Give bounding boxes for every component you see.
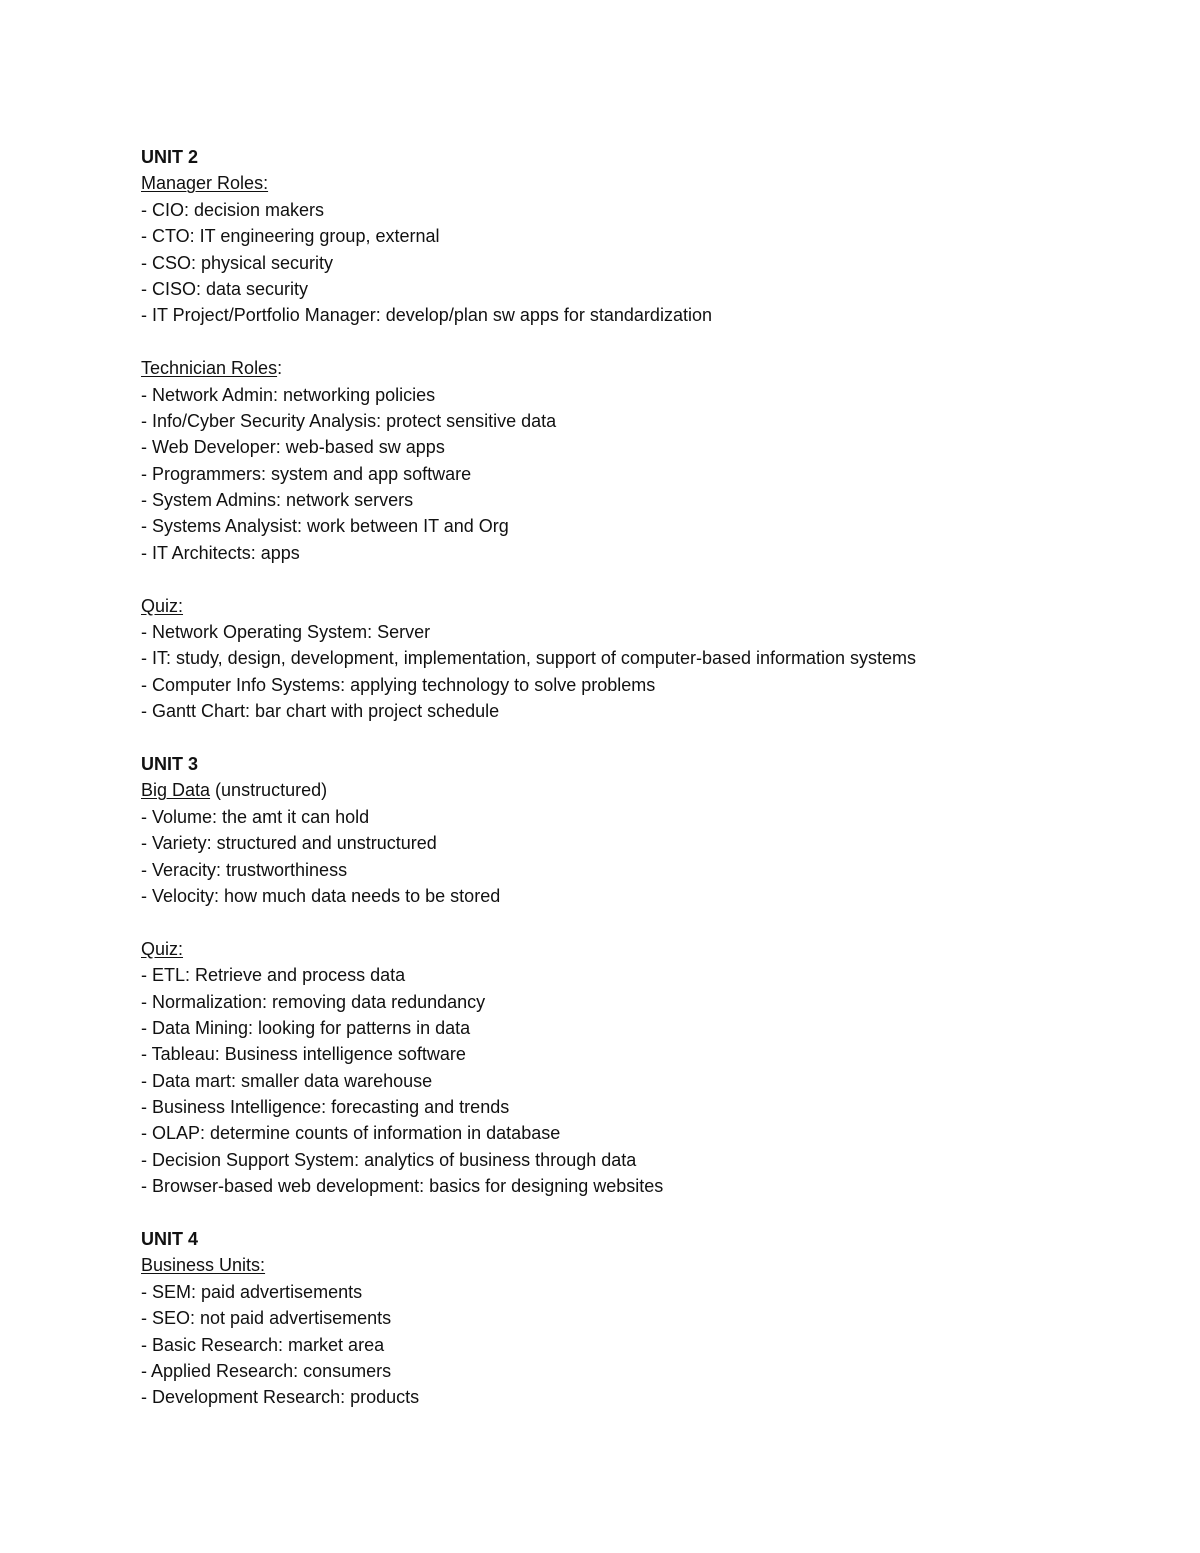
list-item: - Systems Analysist: work between IT and Org	[141, 516, 509, 537]
list-item: - CISO: data security	[141, 278, 309, 299]
list-item: - Programmers: system and app software	[141, 463, 472, 484]
list-item: - ETL: Retrieve and process data	[141, 965, 406, 986]
list-item: - CTO: IT engineering group, external	[141, 226, 440, 247]
list-item: - Info/Cyber Security Analysis: protect sensitive data	[141, 410, 557, 431]
unit-2-quiz-heading	[141, 593, 1141, 619]
list-item: - Velocity: how much data needs to be stored	[141, 885, 501, 906]
technician-roles-heading-colon: :	[277, 358, 283, 379]
list-item: - CSO: physical security	[141, 252, 334, 273]
big-data-heading-note: (unstructured)	[210, 780, 328, 801]
list-item: - OLAP: determine counts of information in database	[141, 1123, 561, 1144]
section-spacer	[141, 725, 1141, 751]
section-spacer	[141, 566, 1141, 592]
list-item: - Web Developer: web-based sw apps	[141, 437, 445, 458]
list-item: - CIO: decision makers	[141, 199, 325, 220]
list-item: - Business Intelligence: forecasting and trends	[141, 1097, 510, 1118]
business-units-heading	[141, 1252, 1141, 1278]
section-spacer	[141, 909, 1141, 935]
unit-4-title: UNIT 4	[141, 1229, 199, 1250]
list-item: - Network Operating System: Server	[141, 622, 431, 643]
list-item: - Veracity: trustworthiness	[141, 859, 348, 880]
business-units-heading-label: Business Units:	[141, 1255, 266, 1276]
list-item: - Network Admin: networking policies	[141, 384, 436, 405]
list-item: - Data Mining: looking for patterns in data	[141, 1017, 471, 1038]
unit-2-title: UNIT 2	[141, 147, 199, 167]
list-item: - Development Research: products	[141, 1387, 420, 1408]
notes-page	[141, 144, 1141, 1411]
section-spacer	[141, 329, 1141, 355]
list-item: - Decision Support System: analytics of business through data	[141, 1149, 637, 1170]
list-item: - Computer Info Systems: applying technology to solve problems	[141, 674, 656, 695]
list-item: - SEM: paid advertisements	[141, 1281, 363, 1302]
section-spacer	[141, 1200, 1141, 1226]
list-item: - Variety: structured and unstructured	[141, 833, 437, 854]
unit-3-title: UNIT 3	[141, 753, 199, 774]
unit-3-quiz-heading	[141, 936, 1141, 962]
list-item: - Tableau: Business intelligence software	[141, 1044, 466, 1065]
list-item: - Basic Research: market area	[141, 1334, 385, 1355]
list-item: - Applied Research: consumers	[141, 1360, 392, 1381]
technician-roles-heading	[141, 355, 1141, 381]
list-item: - Gantt Chart: bar chart with project schedule	[141, 701, 500, 722]
list-item: - System Admins: network servers	[141, 490, 414, 511]
manager-roles-heading-label: Manager Roles:	[141, 173, 269, 194]
unit-2-quiz-heading-label: Quiz:	[141, 595, 184, 616]
manager-roles-heading	[141, 170, 1141, 196]
big-data-heading-label: Big Data	[141, 780, 211, 801]
big-data-heading	[141, 777, 1141, 803]
list-item: - IT: study, design, development, implementation, support of computer-based information systems	[141, 648, 917, 669]
list-item: - IT Architects: apps	[141, 542, 300, 563]
list-item: - Normalization: removing data redundancy	[141, 991, 486, 1012]
technician-roles-heading-label: Technician Roles	[141, 358, 278, 379]
unit-3-quiz-heading-label: Quiz:	[141, 938, 184, 959]
list-item: - Volume: the amt it can hold	[141, 806, 370, 827]
list-item: - Data mart: smaller data warehouse	[141, 1070, 433, 1091]
list-item: - SEO: not paid advertisements	[141, 1308, 392, 1329]
list-item: - Browser-based web development: basics for designing websites	[141, 1176, 664, 1197]
list-item: - IT Project/Portfolio Manager: develop/plan sw apps for standardization	[141, 305, 712, 326]
